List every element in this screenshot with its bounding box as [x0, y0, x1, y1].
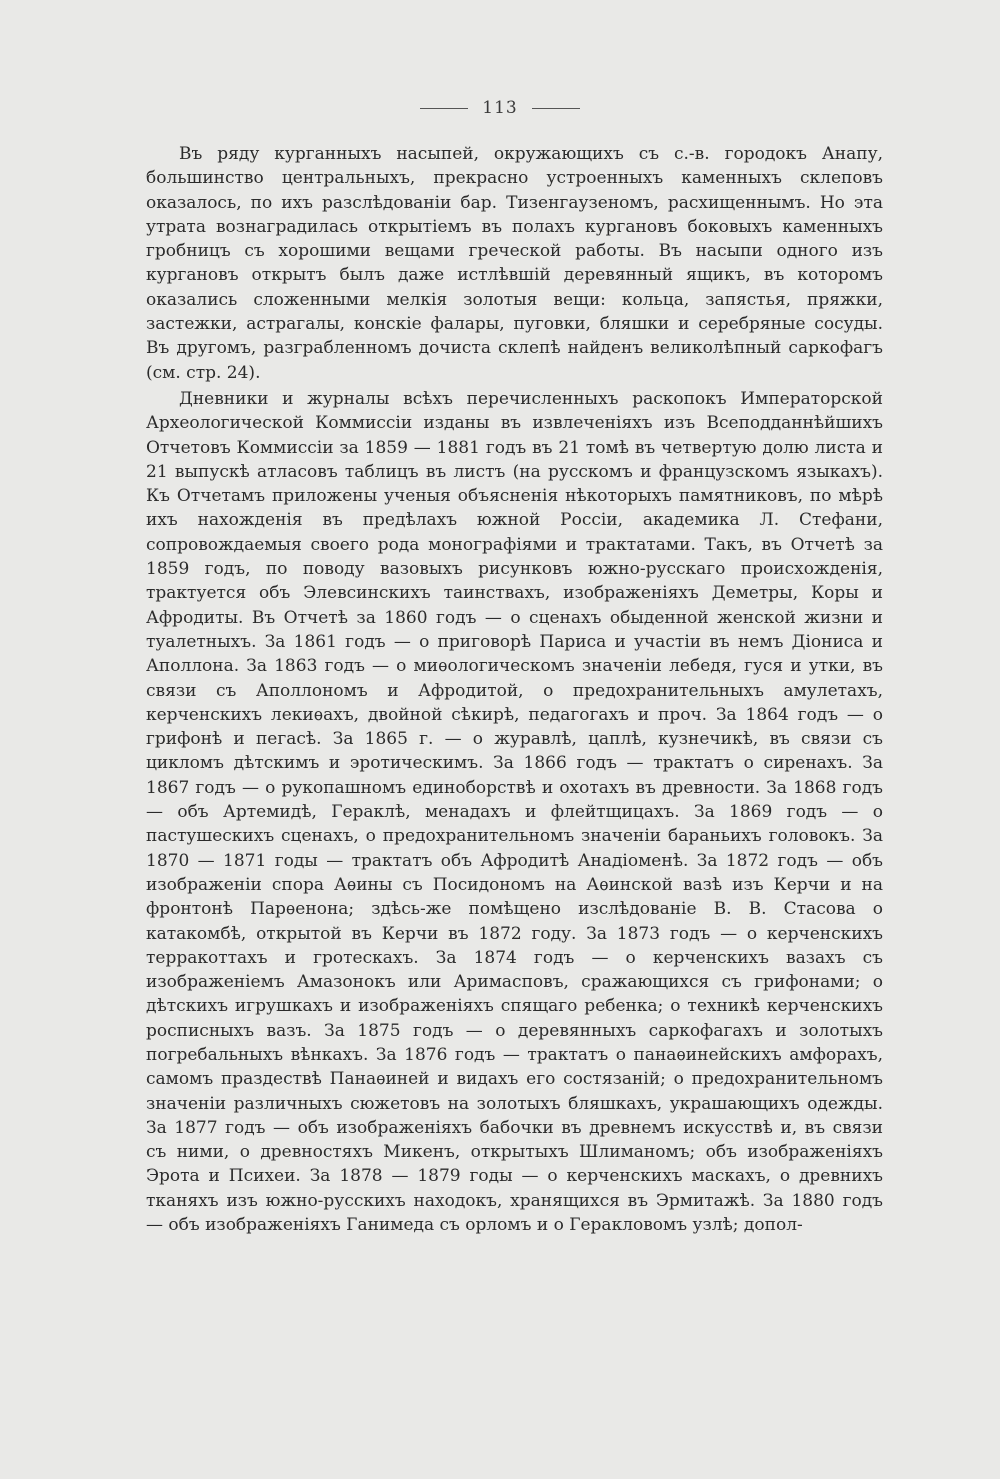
body-text	[146, 142, 883, 1237]
running-head	[0, 98, 1000, 118]
paragraph: Въ ряду курганныхъ насыпей, окружающихъ съ с.-в. городокъ Анапу, большинство центральныхъ, прекрасно устроенныхъ каменныхъ склеповъ оказалось, по ихъ разслѣдованіи бар. Тизенгаузеномъ, расхищеннымъ. Но эта утрата вознаградилась открытіемъ въ полахъ кургановъ боковыхъ каменныхъ гробницъ съ хорошими вещами греческой работы. Въ насыпи одного изъ кургановъ открытъ былъ даже истлѣвшій деревянный ящикъ, въ которомъ оказались сложенными мелкія золотыя вещи: кольца, запястья, пряжки, застежки, астрагалы, конскіе фалары, пуговки, бляшки и серебряные сосуды. Въ другомъ, разграбленномъ дочиста склепѣ найденъ великолѣпный саркофагъ (см. стр. 24).	[146, 144, 883, 383]
paragraph: Дневники и журналы всѣхъ перечисленныхъ раскопокъ Императорской Археологической Коммиссіи изданы въ извлеченіяхъ изъ Всеподданнѣйшихъ Отчетовъ Коммиссіи за 1859 — 1881 годъ въ 21 томѣ въ четвертую долю листа и 21 выпускѣ атласовъ таблицъ въ листъ (на русскомъ и французскомъ языкахъ). Къ Отчетамъ приложены ученыя объясненія нѣкоторыхъ памятниковъ, по мѣрѣ ихъ нахожденія въ предѣлахъ южной Россіи, академика Л. Стефани, сопровождаемыя своего рода монографіями и трактатами. Такъ, въ Отчетѣ за 1859 годъ, по поводу вазовыхъ рисунковъ южно-русскаго происхожденія, трактуется объ Элевсинскихъ таинствахъ, изображеніяхъ Деметры, Коры и Афродиты. Въ Отчетѣ за 1860 годъ — о сценахъ обыденной женской жизни и туалетныхъ. За 1861 годъ — о приговорѣ Париса и участіи въ немъ Діониса и Аполлона. За 1863 годъ — о миѳологическомъ значеніи лебедя, гуся и утки, въ связи съ Аполлономъ и Афродитой, о предохранительныхъ амулетахъ, керченскихъ лекиѳахъ, двойной сѣкирѣ, педагогахъ и проч. За 1864 годъ — о грифонѣ и пегасѣ. За 1865 г. — о журавлѣ, цаплѣ, кузнечикѣ, въ связи съ цикломъ дѣтскимъ и эротическимъ. За 1866 годъ — трактатъ о сиренахъ. За 1867 годъ — о рукопашномъ единоборствѣ и охотахъ въ древности. За 1868 годъ — объ Артемидѣ, Гераклѣ, менадахъ и флейтщицахъ. За 1869 годъ — о пастушескихъ сценахъ, о предохранительномъ значеніи бараньихъ головокъ. За 1870 — 1871 годы — трактатъ объ Афродитѣ Анадіоменѣ. За 1872 годъ — объ изображеніи спора Аѳины съ Посидономъ на Аѳинской вазѣ изъ Керчи и на фронтонѣ Парѳенона; здѣсь-же помѣщено изслѣдованіе В. В. Стасова о катакомбѣ, открытой въ Керчи въ 1872 году. За 1873 годъ — о керченскихъ терракоттахъ и гротескахъ. За 1874 годъ — о керченскихъ вазахъ съ изображеніемъ Амазонокъ или Аримасповъ, сражающихся съ грифонами; о дѣтскихъ игрушкахъ и изображеніяхъ спящаго ребенка; о техникѣ керченскихъ росписныхъ вазъ. За 1875 годъ — о деревянныхъ саркофагахъ и золотыхъ погребальныхъ вѣнкахъ. За 1876 годъ — трактатъ о панаѳинейскихъ амфорахъ, самомъ праздествѣ Панаѳиней и видахъ его состязаній; о предохранительномъ значеніи различныхъ сюжетовъ на золотыхъ бляшкахъ, украшающихъ одежды. За 1877 годъ — объ изображеніяхъ бабочки въ древнемъ искусствѣ и, въ связи съ ними, о древностяхъ Микенъ, открытыхъ Шлиманомъ; объ изображеніяхъ Эрота и Психеи. За 1878 — 1879 годы — о керченскихъ маскахъ, о древнихъ тканяхъ изъ южно-русскихъ находокъ, хранящихся въ Эрмитажѣ. За 1880 годъ — объ изображеніяхъ Ганимеда съ орломъ и о Геракловомъ узлѣ; допол-	[146, 388, 883, 1236]
page-number: 113	[482, 98, 518, 118]
right-rule	[532, 108, 580, 109]
left-rule	[420, 108, 468, 109]
